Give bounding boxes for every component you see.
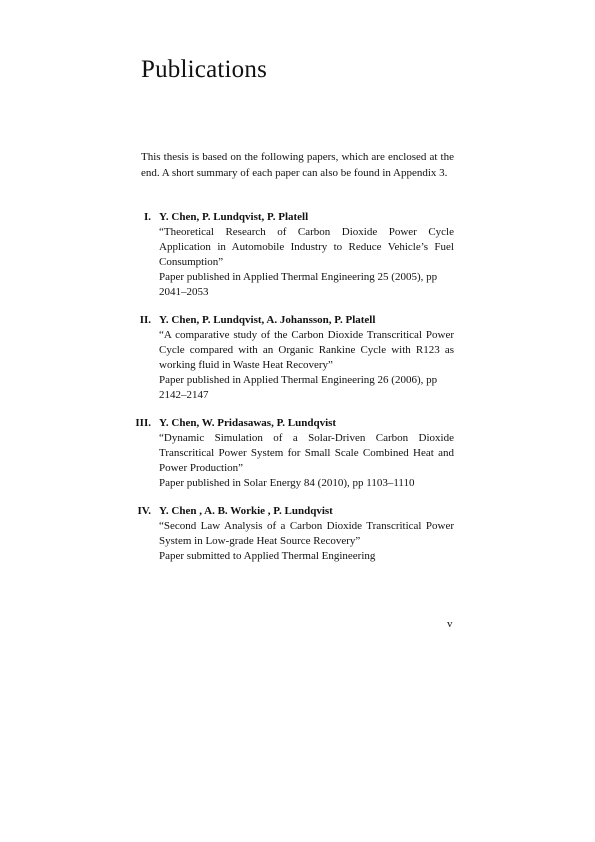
publication-item (141, 313, 454, 403)
page-number: v (447, 618, 453, 630)
publication-title: “Second Law Analysis of a Carbon Dioxide Transcritical Power System in Low-grade Heat Source Recovery” (159, 520, 454, 547)
publication-number: I. (143, 211, 151, 223)
publication-item (141, 210, 454, 300)
publication-venue: Paper published in Solar Energy 84 (2010), pp 1103–1110 (159, 477, 415, 489)
publication-venue: Paper published in Applied Thermal Engineering 26 (2006), pp 2142–2147 (159, 374, 438, 401)
publication-authors: Y. Chen, P. Lundqvist, A. Johansson, P. Platell (159, 314, 376, 326)
publication-authors: Y. Chen , A. B. Workie , P. Lundqvist (159, 505, 333, 517)
publication-item (137, 504, 454, 564)
publication-item (135, 416, 454, 491)
publication-number: IV. (137, 505, 151, 517)
publication-authors: Y. Chen, W. Pridasawas, P. Lundqvist (159, 417, 337, 429)
publication-number: III. (135, 417, 151, 429)
publication-authors: Y. Chen, P. Lundqvist, P. Platell (159, 211, 309, 223)
intro-paragraph: This thesis is based on the following papers, which are enclosed at the end. A short summary of each paper can also be found in Appendix 3. (141, 151, 454, 179)
publication-title: “Dynamic Simulation of a Solar-Driven Carbon Dioxide Transcritical Power System for Small Scale Combined Heat and Power Production” (159, 432, 454, 474)
publication-venue: Paper published in Applied Thermal Engineering 25 (2005), pp 2041–2053 (159, 271, 438, 298)
publication-title: “A comparative study of the Carbon Dioxide Transcritical Power Cycle compared with an Organic Rankine Cycle with R123 as working fluid in Waste Heat Recovery” (159, 329, 454, 371)
publication-number: II. (139, 314, 151, 326)
publication-list (135, 210, 454, 577)
page-title: Publications (141, 56, 268, 83)
publication-venue: Paper submitted to Applied Thermal Engineering (159, 550, 376, 562)
publication-title: “Theoretical Research of Carbon Dioxide Power Cycle Application in Automobile Industry to Reduce Vehicle’s Fuel Consumption” (159, 226, 454, 268)
